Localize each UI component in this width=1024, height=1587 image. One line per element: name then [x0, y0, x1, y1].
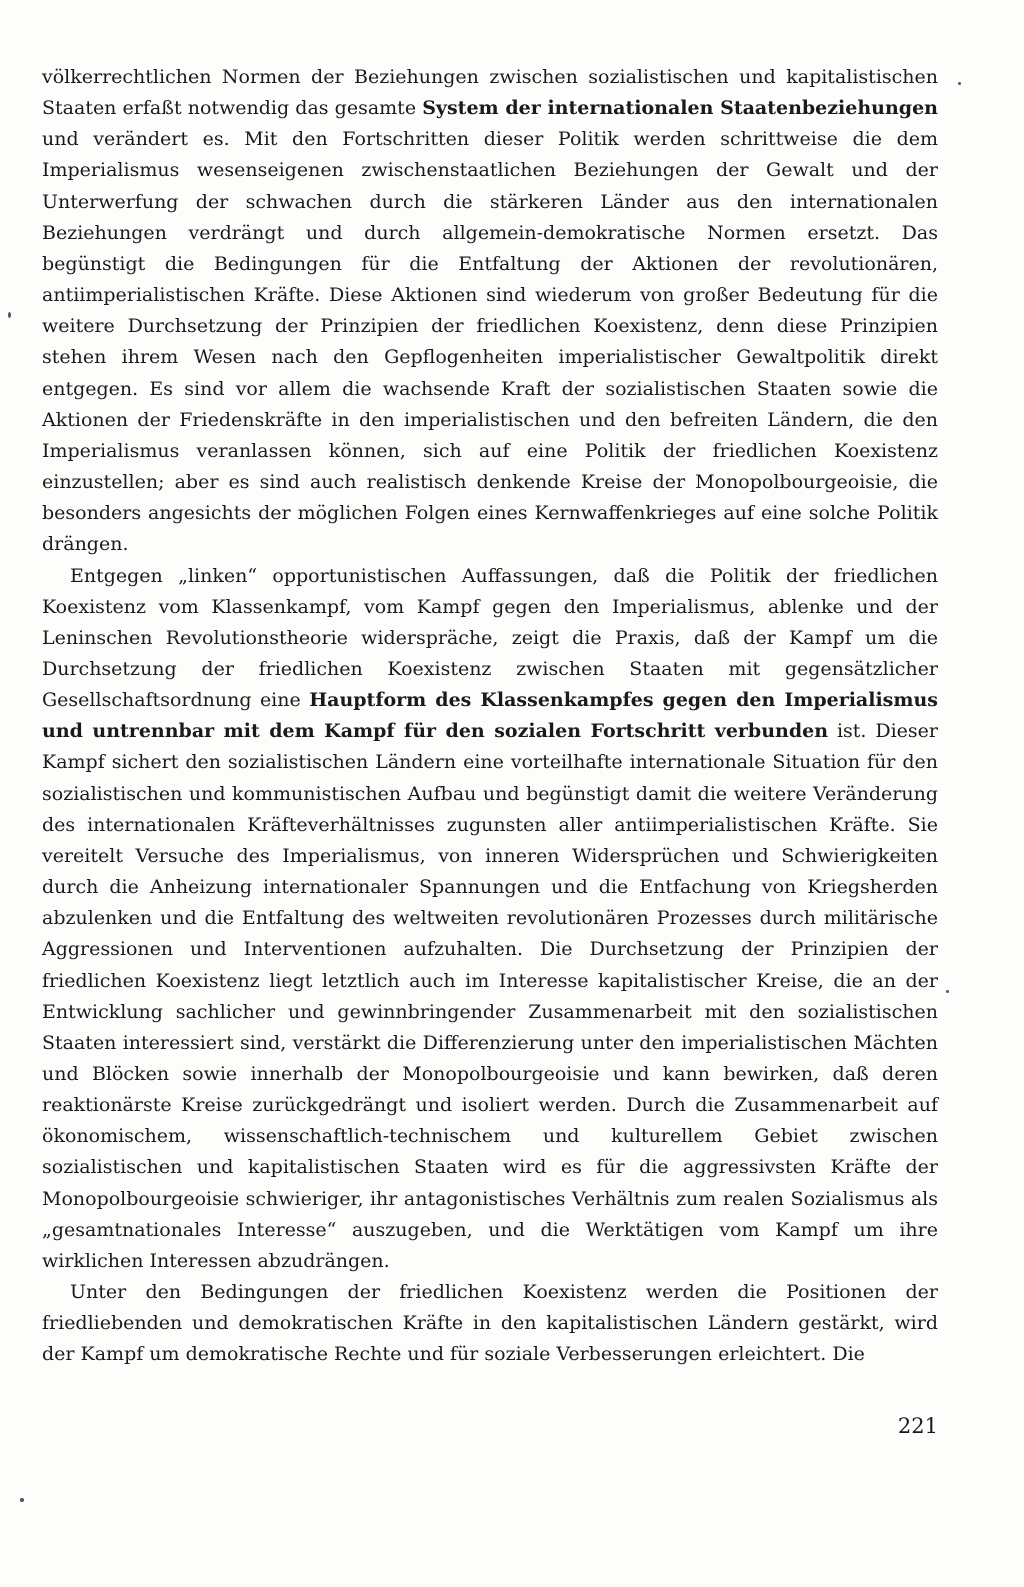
paragraph-3: [42, 1277, 938, 1370]
scan-speck: [946, 990, 949, 993]
paragraph-2: [42, 561, 938, 1278]
text-segment: und verändert es. Mit den Fortschritten dieser Politik werden schrittweise die dem Imperialismus wesenseigenen zwischenstaatlichen Beziehungen der Gewalt und der Unterwerfung der schwachen durch die stärkeren Länder aus den internationalen Beziehungen verdrängt und durch allgemein-demokratische Normen ersetzt. Das begünstigt die Bedingungen für die Entfaltung der Aktionen der revolutionären, antiimperialistischen Kräfte. Diese Aktionen sind wiederum von großer Bedeutung für die weitere Durchsetzung der Prinzipien der friedlichen Koexistenz, denn diese Prinzipien stehen ihrem Wesen nach den Gepflogenheiten imperialistischer Gewaltpolitik direkt entgegen. Es sind vor allem die wachsende Kraft der sozialistischen Staaten sowie die Aktionen der Friedenskräfte in den imperialistischen und den befreiten Ländern, die den Imperialismus veranlassen können, sich auf eine Politik der friedlichen Koexistenz einzustellen; aber es sind auch realistisch denkende Kreise der Monopolbourgeoisie, die besonders angesichts der möglichen Folgen eines Kernwaffenkrieges auf eine solche Politik drängen.: [42, 128, 938, 556]
text-segment: Unter den Bedingungen der friedlichen Koexistenz werden die Positionen der friedliebenden und demokratischen Kräfte in den kapitalistischen Ländern gestärkt, wird der Kampf um demokratische Rechte und für soziale Verbesserungen erleichtert. Die: [42, 1281, 938, 1366]
scan-speck: [20, 1498, 24, 1502]
text-segment: Entgegen „linken“ opportunistischen Auffassungen, daß die Politik der friedlichen Koexistenz vom Klassenkampf, vom Kampf gegen den Imperialismus, ablenke und der Leninschen Revolutionstheorie widerspräche, zeigt die Praxis, daß der Kampf um die Durchsetzung der friedlichen Koexistenz zwischen Staaten mit gegensätzlicher Gesellschaftsordnung eine: [42, 564, 938, 712]
text-segment: ist. Dieser Kampf sichert den sozialistischen Ländern eine vorteilhafte internationale Situation für den sozialistischen und kommunistischen Aufbau und begünstigt damit die weitere Veränderung des internationalen Kräfteverhältnisses zugunsten aller antiimperialistischen Kräfte. Sie vereitelt Versuche des Imperialismus, von inneren Widersprüchen und Schwierigkeiten durch die Anheizung internationaler Spannungen und die Entfachung von Kriegsherden abzulenken und die Entfaltung des weltweiten revolutionären Prozesses durch militärische Aggressionen und Interventionen aufzuhalten. Die Durchsetzung der Prinzipien der friedlichen Koexistenz liegt letztlich auch im Interesse kapitalistischer Kreise, die an der Entwicklung sachlicher und gewinnbringender Zusammenarbeit mit den sozialistischen Staaten interessiert sind, verstärkt die Differenzierung unter den imperialistischen Mächten und Blöcken sowie innerhalb der Monopolbourgeoisie und kann bewirken, daß deren reaktionärste Kreise zurückgedrängt und isoliert werden. Durch die Zusammenarbeit auf ökonomischem, wissenschaftlich-technischem und kulturellem Gebiet zwischen sozialistischen und kapitalistischen Staaten wird es für die aggressivsten Kräfte der Monopolbourgeoisie schwieriger, ihr antagonistisches Verhältnis zum realen Sozialismus als „gesamtnationales Interesse“ auszugeben, und die Werktätigen vom Kampf um ihre wirklichen Interessen abzudrängen.: [42, 720, 938, 1272]
page-number: 221: [897, 1414, 938, 1438]
emphasis-text: System der internationalen Staatenbeziehungen: [422, 97, 938, 120]
emphasis-text: Hauptform des Klassenkampfes gegen den Imperialismus und untrennbar mit dem Kampf für den sozialen Fortschritt verbunden: [42, 689, 938, 743]
text-segment: völkerrechtlichen Normen der Beziehungen zwischen sozialistischen und kapitalistischen Staaten erfaßt notwendig das gesamte: [42, 66, 938, 120]
scan-speck: [958, 82, 961, 85]
paragraph-1: [42, 62, 938, 561]
scan-speck: [8, 312, 11, 318]
body-text: [42, 62, 938, 1371]
